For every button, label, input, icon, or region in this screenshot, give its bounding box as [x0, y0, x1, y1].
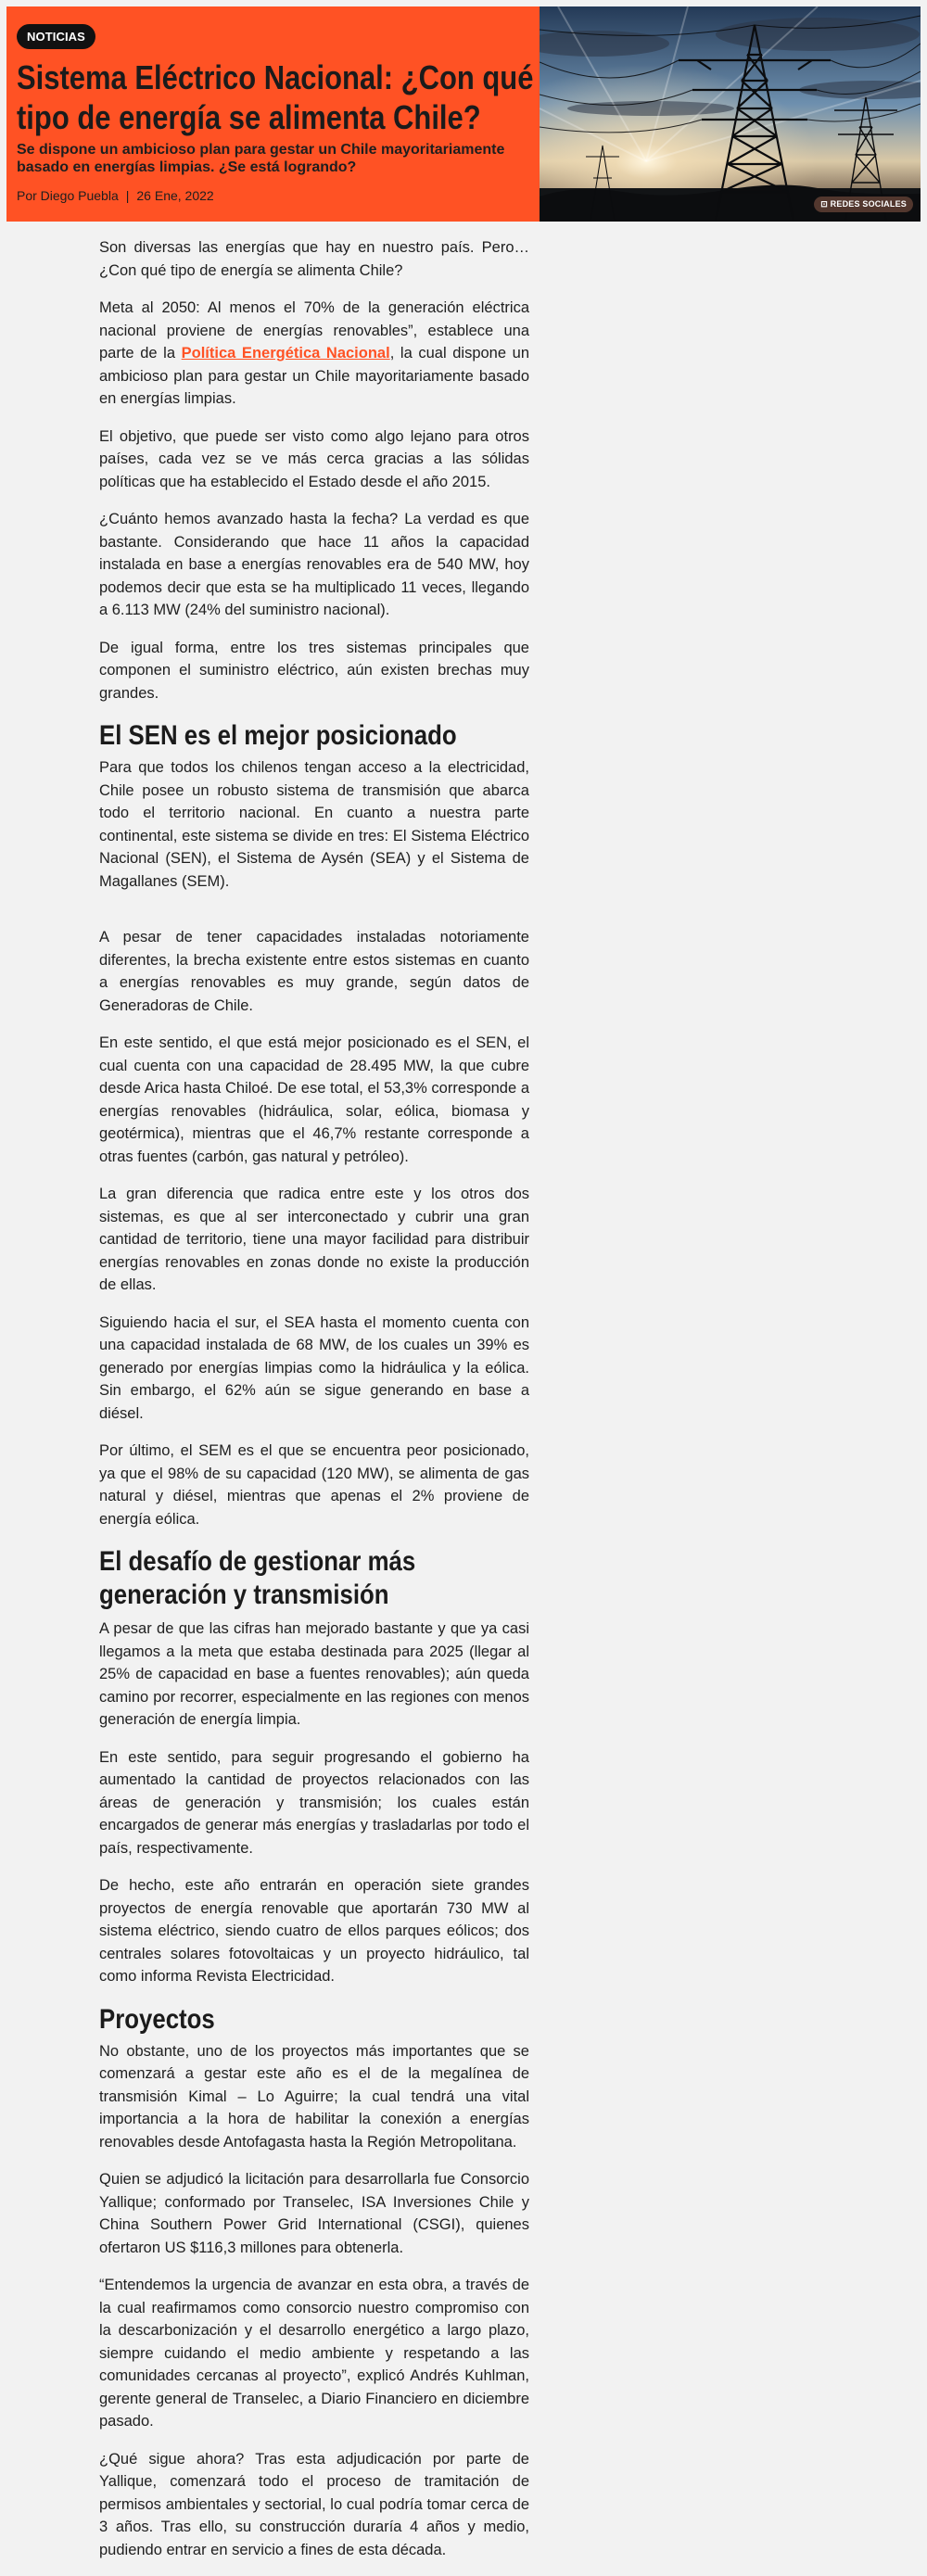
paragraph-text: Meta al 2050: Al menos el 70% de la generación eléctrica nacional proviene de energías renovables”, establece una parte de la: [99, 299, 529, 362]
energy-policy-link[interactable]: Política Energética Nacional: [181, 345, 390, 362]
category-badge[interactable]: NOTICIAS: [17, 24, 95, 49]
social-networks-label: REDES SOCIALES: [830, 199, 907, 209]
article-paragraph: El objetivo, que puede ser visto como algo lejano para otros países, cada vez se ve más cerca gracias a las sólidas políticas que ha establecido el Estado desde el año 2015.: [99, 427, 529, 490]
article-paragraph: De hecho, este año entrarán en operación siete grandes proyectos de energía renovable que aportarán 730 MW al sistema eléctrico, siendo cuatro de ellos parques eólicos; dos centrales solares fotovoltaicas y un proyecto hidráulico, tal como informa Revista Electricidad.: [99, 1877, 529, 1985]
section-heading: Proyectos: [99, 2003, 215, 2035]
article-paragraph: [99, 297, 529, 411]
article-title: Sistema Eléctrico Nacional: ¿Con qué tipo de energía se alimenta Chile?: [17, 58, 534, 136]
section-heading: El SEN es el mejor posicionado: [99, 720, 457, 751]
article-paragraph: Quien se adjudicó la licitación para desarrollarla fue Consorcio Yallique; conformado por Transelec, ISA Inversiones Chile y China Southern Power Grid International (CSGI), quienes ofertaron US $116,3 millones para obtenerla.: [99, 2171, 529, 2256]
article-paragraph: En este sentido, el que está mejor posicionado es el SEN, el cual cuenta con una capacidad de 28.495 MW, la que cubre desde Arica hasta Chiloé. De ese total, el 53,3% corresponde a energías renovables (hidráulica, solar, eólica, biomasa y geotérmica), mientras que el 46,7% restante corresponde a otras fuentes (carbón, gas natural y petróleo).: [99, 1034, 529, 1165]
article-paragraph: No obstante, uno de los proyectos más importantes que se comenzará a gestar este año es el de la megalínea de transmisión Kimal – Lo Aguirre; la cual tendrá una vital importancia a la hora de habilitar la conexión a energías renovables desde Antofagasta hasta la Región Metropolitana.: [99, 2042, 529, 2151]
article-paragraph: En este sentido, para seguir progresando el gobierno ha aumentado la cantidad de proyectos relacionados con las áreas de generación y transmisión; los cuales están encargados de generar más energías y trasladarlas por todo el país, respectivamente.: [99, 1748, 529, 1857]
share-icon: ⊡: [820, 199, 831, 209]
article-subtitle: Se dispone un ambicioso plan para gestar un Chile mayoritariamente basado en energías limpias. ¿Se está logrando?: [17, 142, 505, 175]
social-networks-button[interactable]: [814, 197, 913, 212]
article-body: [99, 236, 529, 2576]
article-paragraph: De igual forma, entre los tres sistemas principales que componen el suministro eléctrico, aún existen brechas muy grandes.: [99, 639, 529, 702]
byline: [17, 188, 214, 203]
article-paragraph: “Entendemos la urgencia de avanzar en esta obra, a través de la cual reafirmamos como consorcio nuestro compromiso con la descarbonización y el desarrollo energético a largo plazo, siempre cuidando el medio ambiente y respetando a las comunidades cercanas al proyecto”, explicó Andrés Kuhlman, gerente general de Transelec, a Diario Financiero en diciembre pasado.: [99, 2277, 529, 2430]
article-paragraph: Siguiendo hacia el sur, el SEA hasta el momento cuenta con una capacidad instalada de 68 MW, de los cuales un 39% es generado por energías limpias como la hidráulica y la eólica. Sin embargo, el 62% aún se sigue generando en base a diésel.: [99, 1313, 529, 1422]
article-paragraph: La gran diferencia que radica entre este y los otros dos sistemas, es que al ser interconectado y cubrir una gran cantidad de territorio, tiene una mayor facilidad para distribuir energías renovables en zonas donde no existe la producción de ellas.: [99, 1186, 529, 1293]
article-paragraph: A pesar de tener capacidades instaladas notoriamente diferentes, la brecha existente entre estos sistemas en cuanto a energías renovables es muy grande, según datos de Generadoras de Chile.: [99, 929, 529, 1014]
article-paragraph: Por último, el SEM es el que se encuentra peor posicionado, ya que el 98% de su capacidad (120 MW), se alimenta de gas natural y diésel, mientras que apenas el 2% proviene de energía eólica.: [99, 1442, 529, 1528]
hero-image-power-lines: [540, 6, 921, 222]
article-paragraph: A pesar de que las cifras han mejorado bastante y que ya casi llegamos a la meta que estaba destinada para 2025 (llegar al 25% de capacidad en base a fuentes renovables); aún queda camino por recorrer, especialmente en las regiones con menos generación de energía limpia.: [99, 1620, 529, 1728]
article-paragraph: Son diversas las energías que hay en nuestro país. Pero… ¿Con qué tipo de energía se alimenta Chile?: [99, 239, 529, 279]
author-name[interactable]: Por Diego Puebla: [17, 188, 119, 203]
byline-separator: |: [125, 188, 130, 203]
article-hero: [6, 6, 921, 222]
paragraph-text: , la cual dispone un ambicioso plan para gestar un Chile mayoritariamente basado en energías limpias.: [99, 345, 529, 407]
article-paragraph: Para que todos los chilenos tengan acceso a la electricidad, Chile posee un robusto sistema de transmisión que abarca todo el territorio nacional. En cuanto a nuestra parte continental, este sistema se divide en tres: El Sistema Eléctrico Nacional (SEN), el Sistema de Aysén (SEA) y el Sistema de Magallanes (SEM).: [99, 759, 529, 890]
hero-text-panel: [6, 6, 540, 222]
section-heading: El desafío de gestionar más generación y transmisión: [99, 1546, 416, 1610]
article-paragraph: ¿Qué sigue ahora? Tras esta adjudicación por parte de Yallique, comenzará todo el proceso de tramitación de permisos ambientales y sectorial, lo cual podría tomar cerca de 3 años. Tras ello, su construcción duraría 4 años y medio, pudiendo entrar en servicio a fines de esta década.: [99, 2450, 529, 2558]
power-tower-photo: [540, 6, 921, 222]
publish-date: 26 Ene, 2022: [136, 188, 214, 203]
article-paragraph: ¿Cuánto hemos avanzado hasta la fecha? La verdad es que bastante. Considerando que hace 11 años la capacidad instalada en base a energías renovables era de 540 MW, hoy podemos decir que esta se ha multiplicado 11 veces, llegando a 6.113 MW (24% del suministro nacional).: [99, 511, 529, 618]
